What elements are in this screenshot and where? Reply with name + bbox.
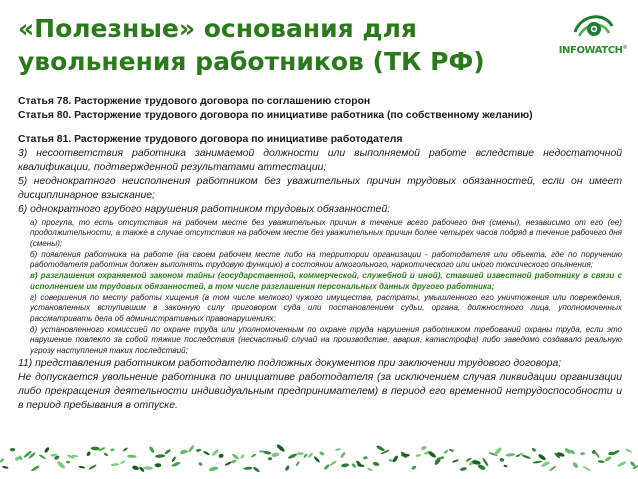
leaf-shape <box>323 463 330 470</box>
leaf-shape <box>367 468 373 472</box>
leaf-shape <box>230 459 237 464</box>
leaf-shape <box>231 453 239 461</box>
eye-logo-icon <box>571 6 615 44</box>
item-11: 11) представления работником работодателю подложных документов при заключении трудового договора; <box>18 357 562 369</box>
leaf-shape <box>252 466 260 473</box>
leaf-shape <box>271 452 280 457</box>
leaf-shape <box>132 465 140 471</box>
leaf-shape <box>388 459 393 462</box>
leaf-shape <box>208 466 218 472</box>
leaf-shape <box>313 456 320 464</box>
leaf-shape <box>127 454 137 458</box>
leaf-shape <box>155 463 162 467</box>
leaf-shape <box>482 457 489 467</box>
leaf-shape <box>218 453 224 459</box>
leaf-shape <box>110 448 115 452</box>
item-3: 3) несоответствия работника занимаемой должности или выполняемой работе вследствие недостаточной квалификации, подтвержденной результатами аттестации; <box>18 148 622 173</box>
item-6d: д) установленного комиссией по охране труда или уполномоченным по охране труда нарушения работником требований охраны труда, если это нарушение повлекло за собой тяжкие последствия (несчастный случай на производстве, авария, катастрофа) либо заведомо создавало реальную угрозу наступления таких последствий; <box>30 324 622 355</box>
leaf-shape <box>598 460 605 463</box>
leaf-shape <box>188 444 195 452</box>
leaf-shape <box>44 446 51 453</box>
leaf-shape <box>376 445 386 453</box>
leaf-shape <box>287 453 297 460</box>
leaf-shape <box>120 460 126 465</box>
leaf-shape <box>297 452 304 455</box>
dismissal-restriction-note: Не допускается увольнение работника по инициативе работодателя (за исключением случая ликвидации организации либо прекращения деятельности индивидуальным предпринимателем) в период его временной нетрудоспособности и в период пребывания в отпуске. <box>18 371 622 411</box>
item-6a: а) прогула, то есть отсутствия на рабочем месте без уважительных причин в течение всего рабочего дня (смены), независимо от его (ее) продолжительности, а также в случае отсутствия на рабочем месте без уважительных причин более четырех часов подряд в течение рабочего дня (смены); <box>30 218 622 248</box>
leaf-shape <box>531 447 536 452</box>
page-title <box>18 12 518 78</box>
item-6g: г) совершения по месту работы хищения (в том числе мелкого) чужого имущества, растраты, умышленного его уничтожения или повреждения, установленных вступившим в законную силу приговором суда или постановлением судьи, органа, должностного лица, уполномоченных рассматривать дела об административных правонарушениях; <box>30 293 622 323</box>
leaf-shape <box>307 452 313 458</box>
title-line-2: увольнения работников (ТК РФ) <box>18 47 485 76</box>
item-5: 5) неоднократного неисполнения работником без уважительных причин трудовых обязанностей, если он имеет дисциплинарное взыскание; <box>18 176 622 201</box>
title-line-1: «Полезные» основания для <box>18 14 417 43</box>
leaf-shape <box>243 466 252 470</box>
leaf-shape <box>164 449 171 455</box>
leaf-shape <box>452 459 459 463</box>
leaf-shape <box>38 454 46 460</box>
leaf-shape <box>443 449 448 454</box>
leaf-shape <box>155 454 165 458</box>
leaf-shape <box>494 446 503 455</box>
leaf-shape <box>122 447 128 452</box>
leaf-shape <box>532 460 542 464</box>
leaf-shape <box>303 453 308 458</box>
leaf-shape <box>630 461 636 468</box>
leaf-shape <box>251 453 257 457</box>
leaf-shape <box>2 466 9 470</box>
leaf-shape <box>203 450 210 455</box>
article-80: Статья 80. Расторжение трудового договора по инициативе работника (по собственному желанию) <box>18 110 533 121</box>
leaf-shape <box>351 463 356 469</box>
leaf-shape <box>340 451 346 458</box>
item-6: 6) однократного грубого нарушения работником трудовых обязанностей: <box>18 204 391 215</box>
infowatch-logo <box>556 6 630 68</box>
leaf-shape <box>503 464 508 467</box>
leaf-shape <box>198 461 203 466</box>
leaf-shape <box>580 452 585 456</box>
logo-wordmark: INFOWATCH® <box>558 45 628 56</box>
leaf-shape <box>341 463 350 468</box>
leaf-shape <box>103 452 108 457</box>
leaf-shape <box>449 448 454 452</box>
leaf-shape <box>594 450 601 458</box>
leaf-shape <box>276 443 286 452</box>
leaf-shape <box>499 457 505 462</box>
leaf-shape <box>549 465 557 472</box>
item-6v-highlighted: в) разглашения охраняемой законом тайны (государственной, коммерческой, служебной и иной), ставшей известной работнику в связи с исполнением им трудовых обязанностей, в том числе разглашения персональных данных другого работника; <box>30 271 622 291</box>
leaf-shape <box>143 466 153 470</box>
leaf-shape <box>171 456 176 463</box>
leaf-shape <box>363 456 368 460</box>
leaf-shape <box>284 465 290 472</box>
leaf-shape <box>319 451 325 457</box>
leaf-shape <box>0 457 5 463</box>
leaf-shape <box>420 445 427 451</box>
leaf-shape <box>240 454 245 459</box>
leaf-shape <box>477 463 486 470</box>
article-81: Статья 81. Расторжение трудового договора по инициативе работодателя <box>18 134 403 145</box>
leaf-shape <box>196 448 202 452</box>
leaf-shape <box>148 446 155 454</box>
document-body <box>18 95 622 413</box>
leaf-shape <box>401 454 410 457</box>
leaf-shape <box>111 463 120 466</box>
leaf-shape <box>392 455 399 463</box>
leaf-shape <box>268 457 272 461</box>
leaf-shape <box>415 454 421 458</box>
leaf-shape <box>30 465 40 472</box>
leaf-shape <box>537 453 546 461</box>
leaf-shape <box>604 455 612 462</box>
leaf-shape <box>78 466 85 469</box>
leaf-shape <box>56 460 66 470</box>
leaf-shape <box>617 460 627 467</box>
leaf-shape <box>224 461 232 466</box>
item-6b: б) появления работника на работе (на своем рабочем месте либо на территории организации - работодателя или объекта, где по поручению работодателя работник должен выполнять трудовую функцию) в состоянии алкогольного, наркотического или иного токсического опьянения; <box>30 249 622 270</box>
leaf-shape <box>522 454 531 459</box>
leaf-shape <box>211 449 219 457</box>
leaf-shape <box>572 461 579 468</box>
decorative-leaf-border <box>0 434 638 479</box>
leaf-shape <box>582 466 591 472</box>
leaf-shape <box>460 467 468 472</box>
leaf-shape <box>372 461 379 466</box>
leaf-shape <box>625 448 633 453</box>
leaf-shape <box>411 465 417 471</box>
leaf-shape <box>506 453 516 457</box>
article-78: Статья 78. Расторжение трудового договора по соглашению сторон <box>18 96 371 107</box>
leaf-shape <box>329 460 337 467</box>
leaf-shape <box>88 464 97 471</box>
leaf-shape <box>295 461 300 467</box>
leaf-shape <box>10 448 15 451</box>
leaf-shape <box>86 451 92 457</box>
leaf-shape <box>91 446 100 450</box>
leaf-shape <box>335 448 341 451</box>
leaf-shape <box>66 461 70 464</box>
